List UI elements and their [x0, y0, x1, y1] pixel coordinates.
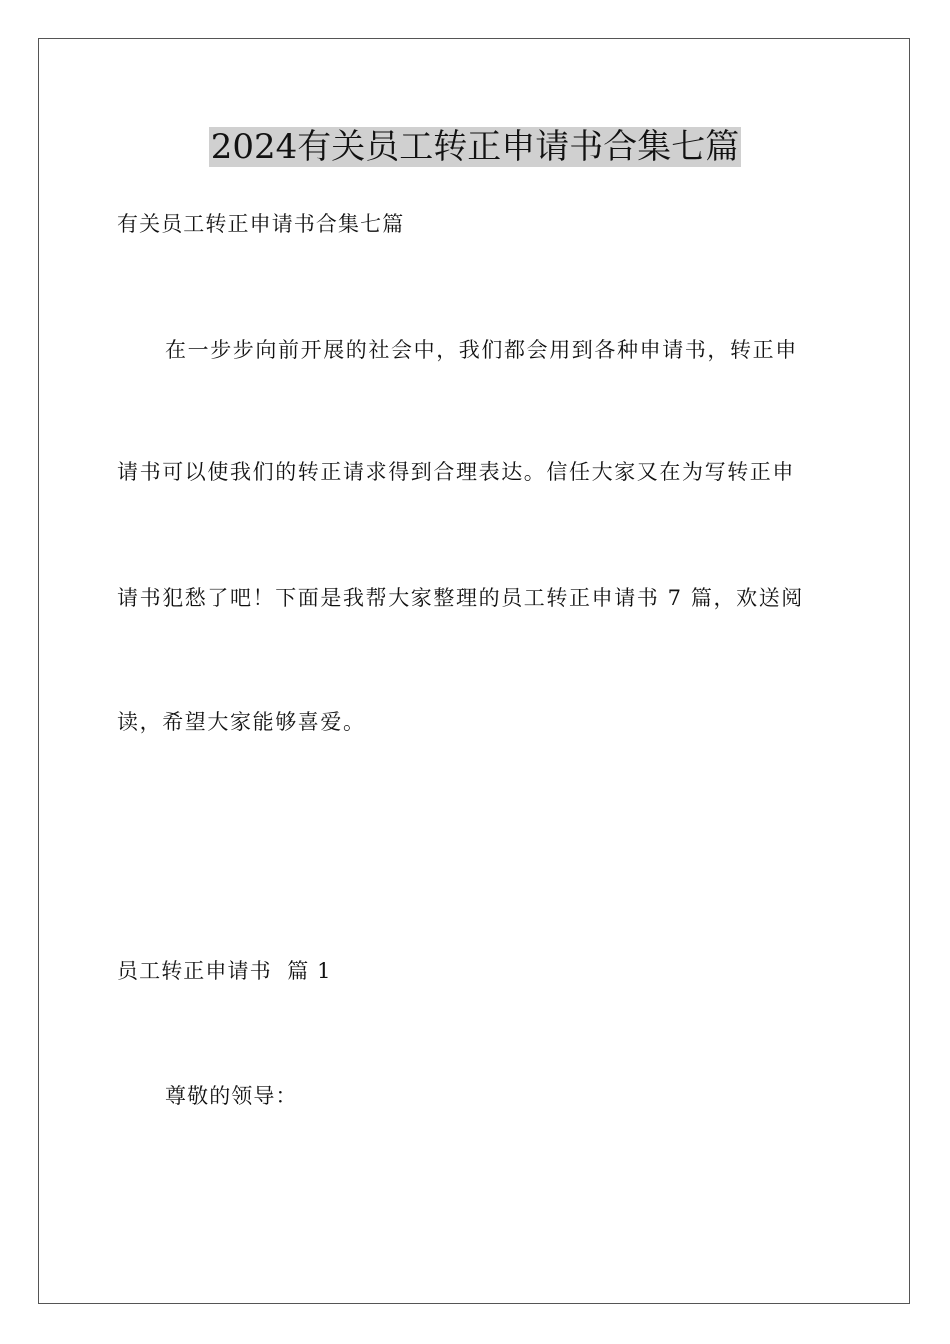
document-subtitle: 有关员工转正申请书合集七篇: [117, 212, 405, 236]
section-heading: 员工转正申请书 篇 1: [117, 959, 332, 983]
intro-line-2: 请书可以使我们的转正请求得到合理表达。信任大家又在为写转正申: [117, 460, 795, 484]
salutation: 尊敬的领导：: [165, 1084, 298, 1108]
document-title: [0, 126, 950, 168]
document-title-text: 2024有关员工转正申请书合集七篇: [210, 127, 740, 167]
intro-line-3: 请书犯愁了吧！下面是我帮大家整理的员工转正申请书 7 篇，欢送阅: [117, 586, 804, 610]
intro-line-1: 在一步步向前开展的社会中，我们都会用到各种申请书，转正申: [165, 338, 798, 362]
intro-line-4: 读，希望大家能够喜爱。: [117, 710, 366, 734]
